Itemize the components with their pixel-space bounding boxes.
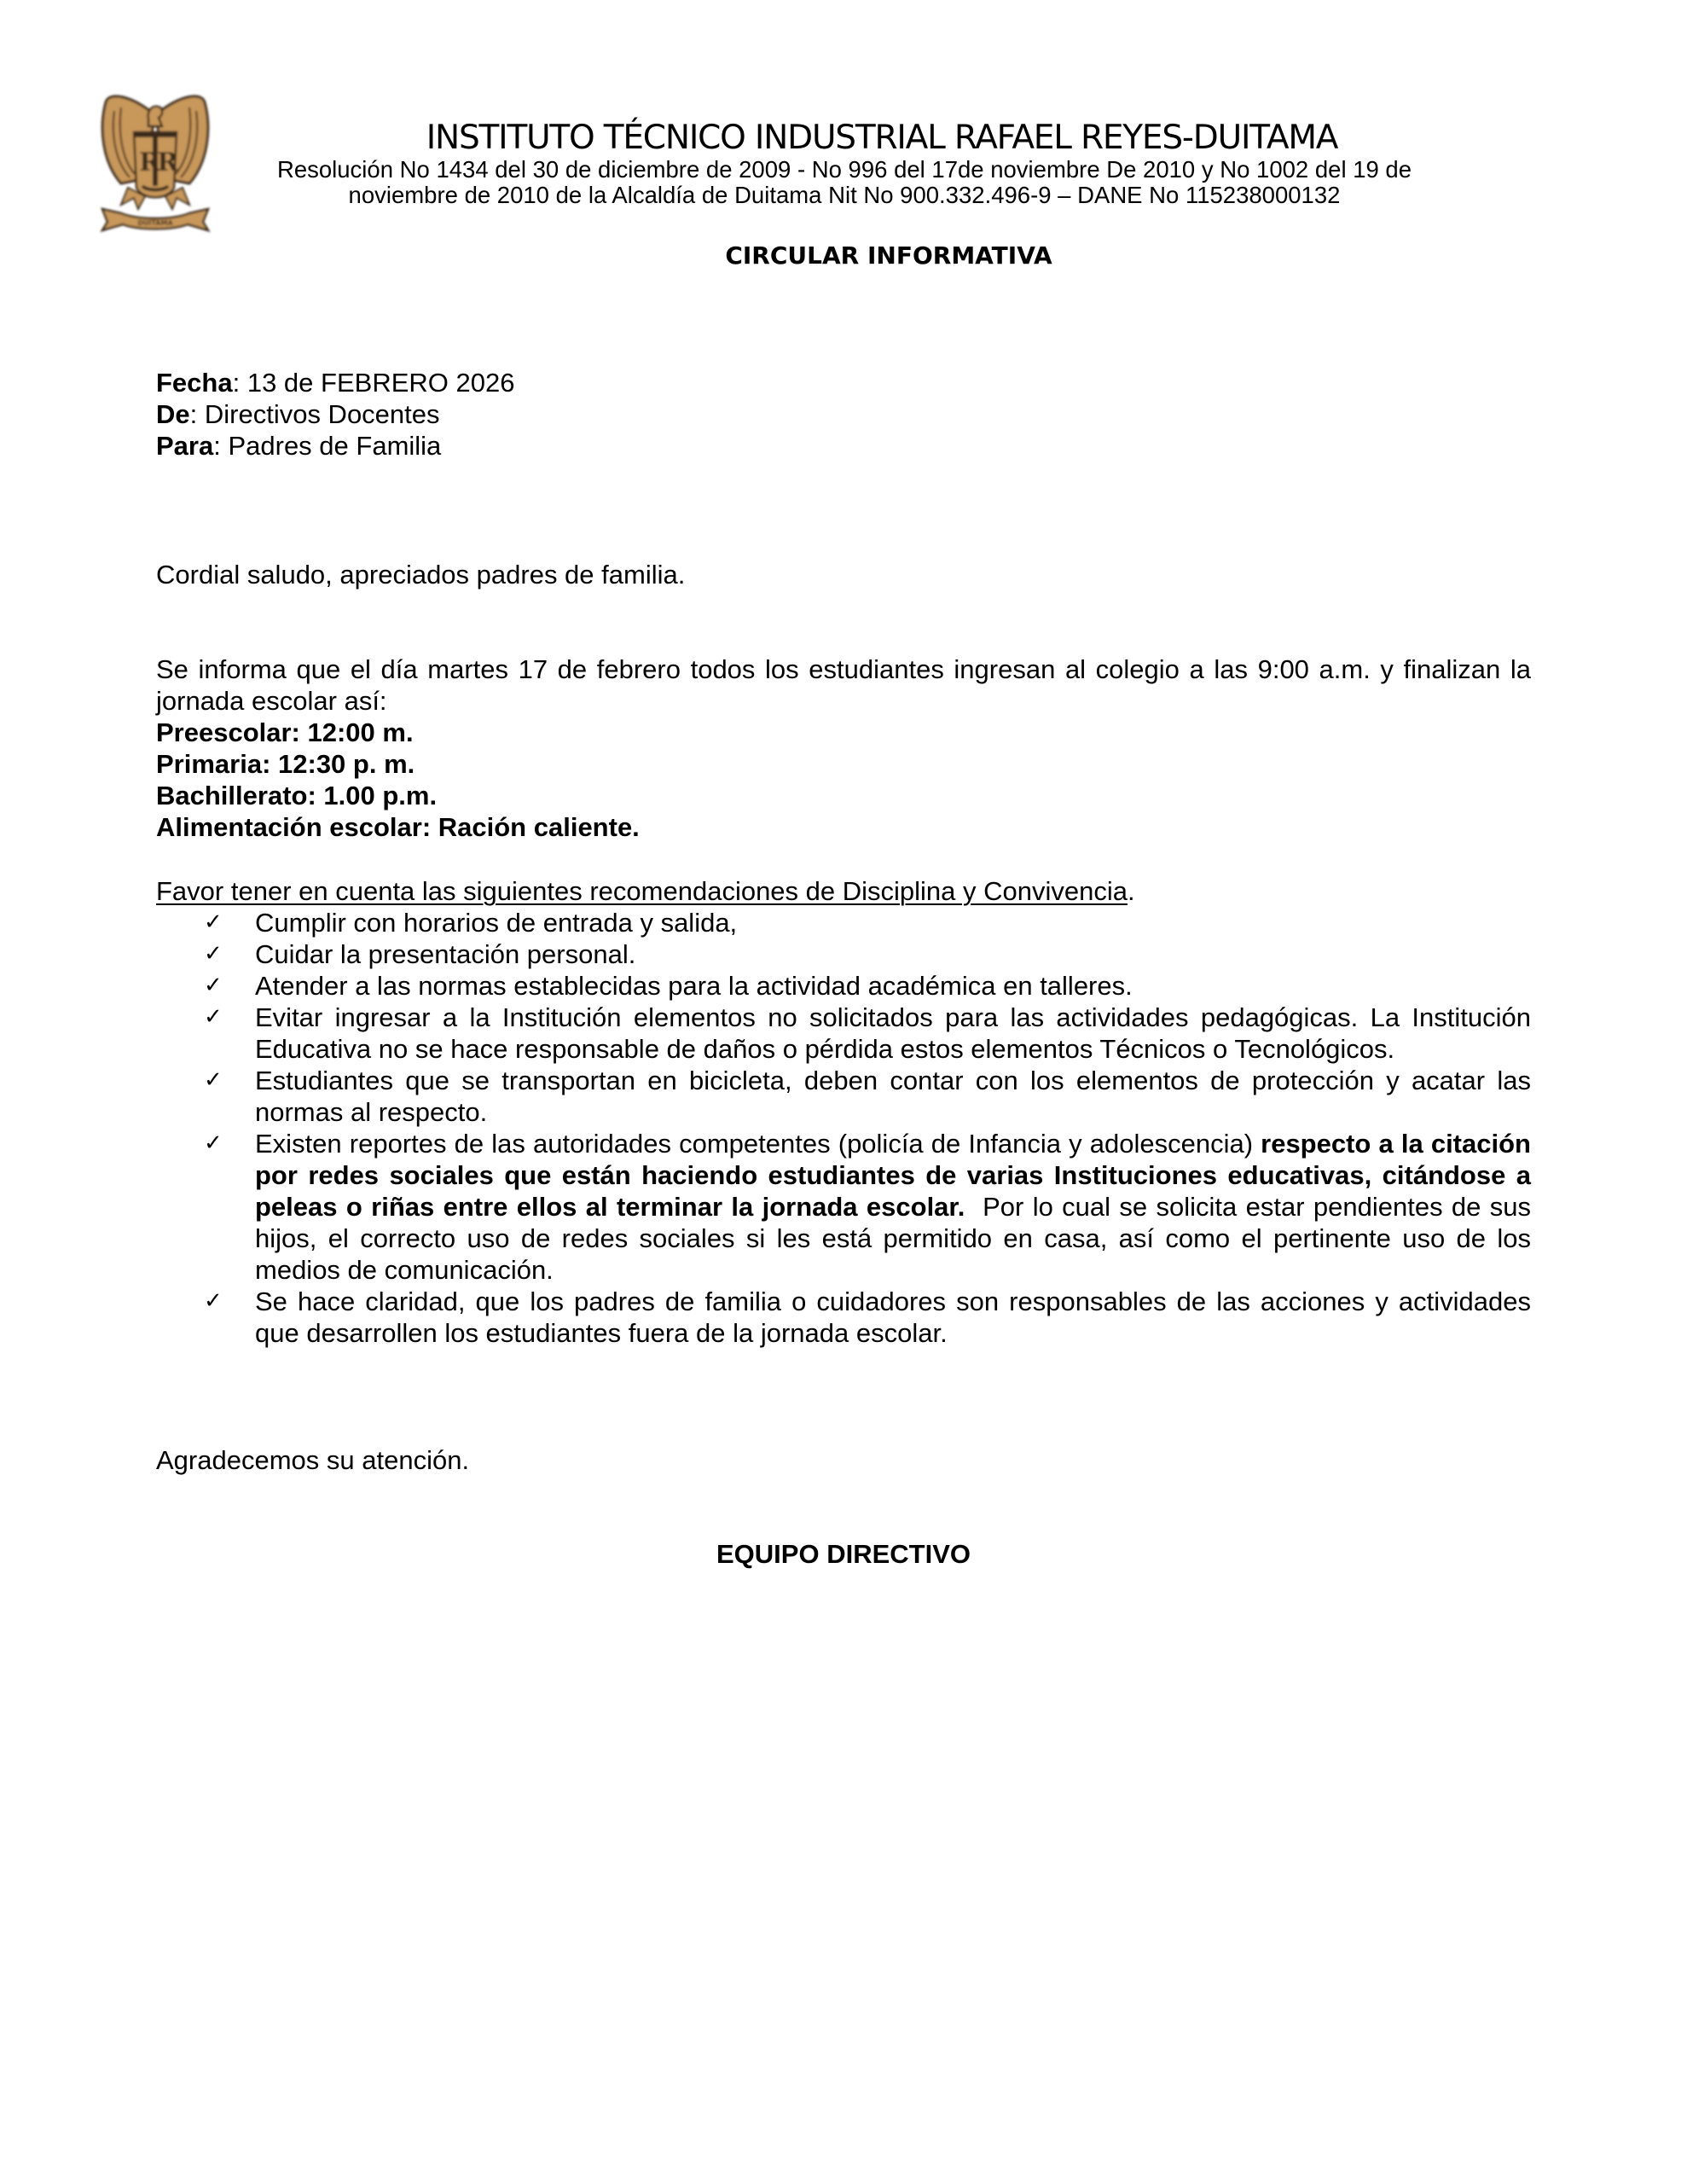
schedule-alimentacion: Alimentación escolar: Ración caliente. [156, 812, 640, 842]
from-value: : Directivos Docentes [189, 399, 440, 429]
list-item [156, 1065, 1531, 1128]
list-item [156, 1128, 1539, 1286]
svg-text:DUITAMA: DUITAMA [137, 219, 173, 227]
list-item [156, 907, 1531, 938]
checkmark-icon: ✓ [204, 1130, 223, 1156]
greeting: Cordial saludo, apreciados padres de familia. [156, 560, 686, 590]
list-item [156, 1286, 1531, 1349]
svg-text:R: R [157, 148, 178, 177]
closing-text: Agradecemos su atención. [156, 1445, 470, 1475]
schedule-preescolar: Preescolar: 12:00 m. [156, 717, 414, 747]
list-item-text: Existen reportes de las autoridades competentes (policía de Infancia y adolescencia) [255, 1129, 1261, 1159]
date-row [156, 367, 1531, 398]
institution-name: INSTITUTO TÉCNICO INDUSTRIAL RAFAEL REYES-DUITAMA [426, 119, 1338, 157]
recommendations-list [156, 907, 1539, 1349]
checkmark-icon: ✓ [204, 1288, 223, 1314]
intro-paragraph [156, 653, 1531, 843]
document-title: CIRCULAR INFORMATIVA [725, 241, 1052, 270]
to-row [156, 430, 1531, 462]
signature: EQUIPO DIRECTIVO [716, 1539, 971, 1569]
resolution-text [230, 157, 1458, 208]
heading-period: . [1128, 876, 1135, 906]
checkmark-icon: ✓ [204, 941, 223, 967]
list-item-text: Evitar ingresar a la Institución elementos no solicitados para las actividades pedagógicas. La Institución Educativa no se hace responsable de daños o pérdida estos elementos Técnicos o Tecnológicos. [255, 1002, 1531, 1064]
list-item-text: Atender a las normas establecidas para la actividad académica en talleres. [255, 971, 1133, 1001]
list-item-text: Por lo cual se solicita estar pendientes de sus hijos, el correcto uso de redes sociales si les está permitido en casa, así como el pertinente uso de los medios de comunicación. [255, 1192, 1539, 1285]
from-label: De [156, 399, 190, 429]
list-item-bold-text: respecto a la citación por redes sociales que están haciendo estudiantes de varias Instituciones educativas, citándose a peleas o riñas entre ellos al terminar la jornada escolar. [255, 1129, 1531, 1222]
list-item [156, 938, 1531, 970]
list-item-text: Cuidar la presentación personal. [255, 939, 636, 969]
checkmark-icon: ✓ [204, 1004, 223, 1030]
date-label: Fecha [156, 368, 233, 398]
to-label: Para [156, 431, 214, 461]
list-item-text: Estudiantes que se transportan en bicicleta, deben contar con los elementos de protección y acatar las normas al respecto. [255, 1066, 1531, 1127]
date-value: : 13 de FEBRERO 2026 [232, 368, 515, 398]
intro-text: Se informa que el día martes 17 de febrero todos los estudiantes ingresan al colegio a las 9:00 a.m. y finalizan la jornada escolar así: [156, 654, 1531, 716]
svg-text:R: R [139, 148, 160, 177]
from-row [156, 398, 1531, 430]
memo-meta [156, 367, 1531, 462]
list-item-text: Cumplir con horarios de entrada y salida, [255, 908, 738, 938]
schedule-bachillerato: Bachillerato: 1.00 p.m. [156, 781, 438, 810]
resolution-line-2: noviembre de 2010 de la Alcaldía de Duitama Nit No 900.332.496-9 – DANE No 115238000132 [348, 182, 1341, 208]
checkmark-icon: ✓ [204, 909, 223, 935]
checkmark-icon: ✓ [204, 973, 223, 998]
checkmark-icon: ✓ [204, 1067, 223, 1093]
list-item-text: Se hace claridad, que los padres de familia o cuidadores son responsables de las acciones y actividades que desarrollen los estudiantes fuera de la jornada escolar. [255, 1287, 1531, 1348]
eagle-crest-icon [96, 85, 215, 235]
recommendations-heading-text: Favor tener en cuenta las siguientes recomendaciones de Disciplina y Convivencia [156, 876, 1128, 906]
list-item [156, 970, 1531, 1002]
list-item [156, 1002, 1531, 1065]
to-value: : Padres de Familia [213, 431, 442, 461]
resolution-line-1: Resolución No 1434 del 30 de diciembre de 2009 - No 996 del 17de noviembre De 2010 y No 1002 del 19 de [276, 156, 1412, 183]
schedule-primaria: Primaria: 12:30 p. m. [156, 749, 415, 779]
recommendations-heading [156, 875, 1531, 907]
